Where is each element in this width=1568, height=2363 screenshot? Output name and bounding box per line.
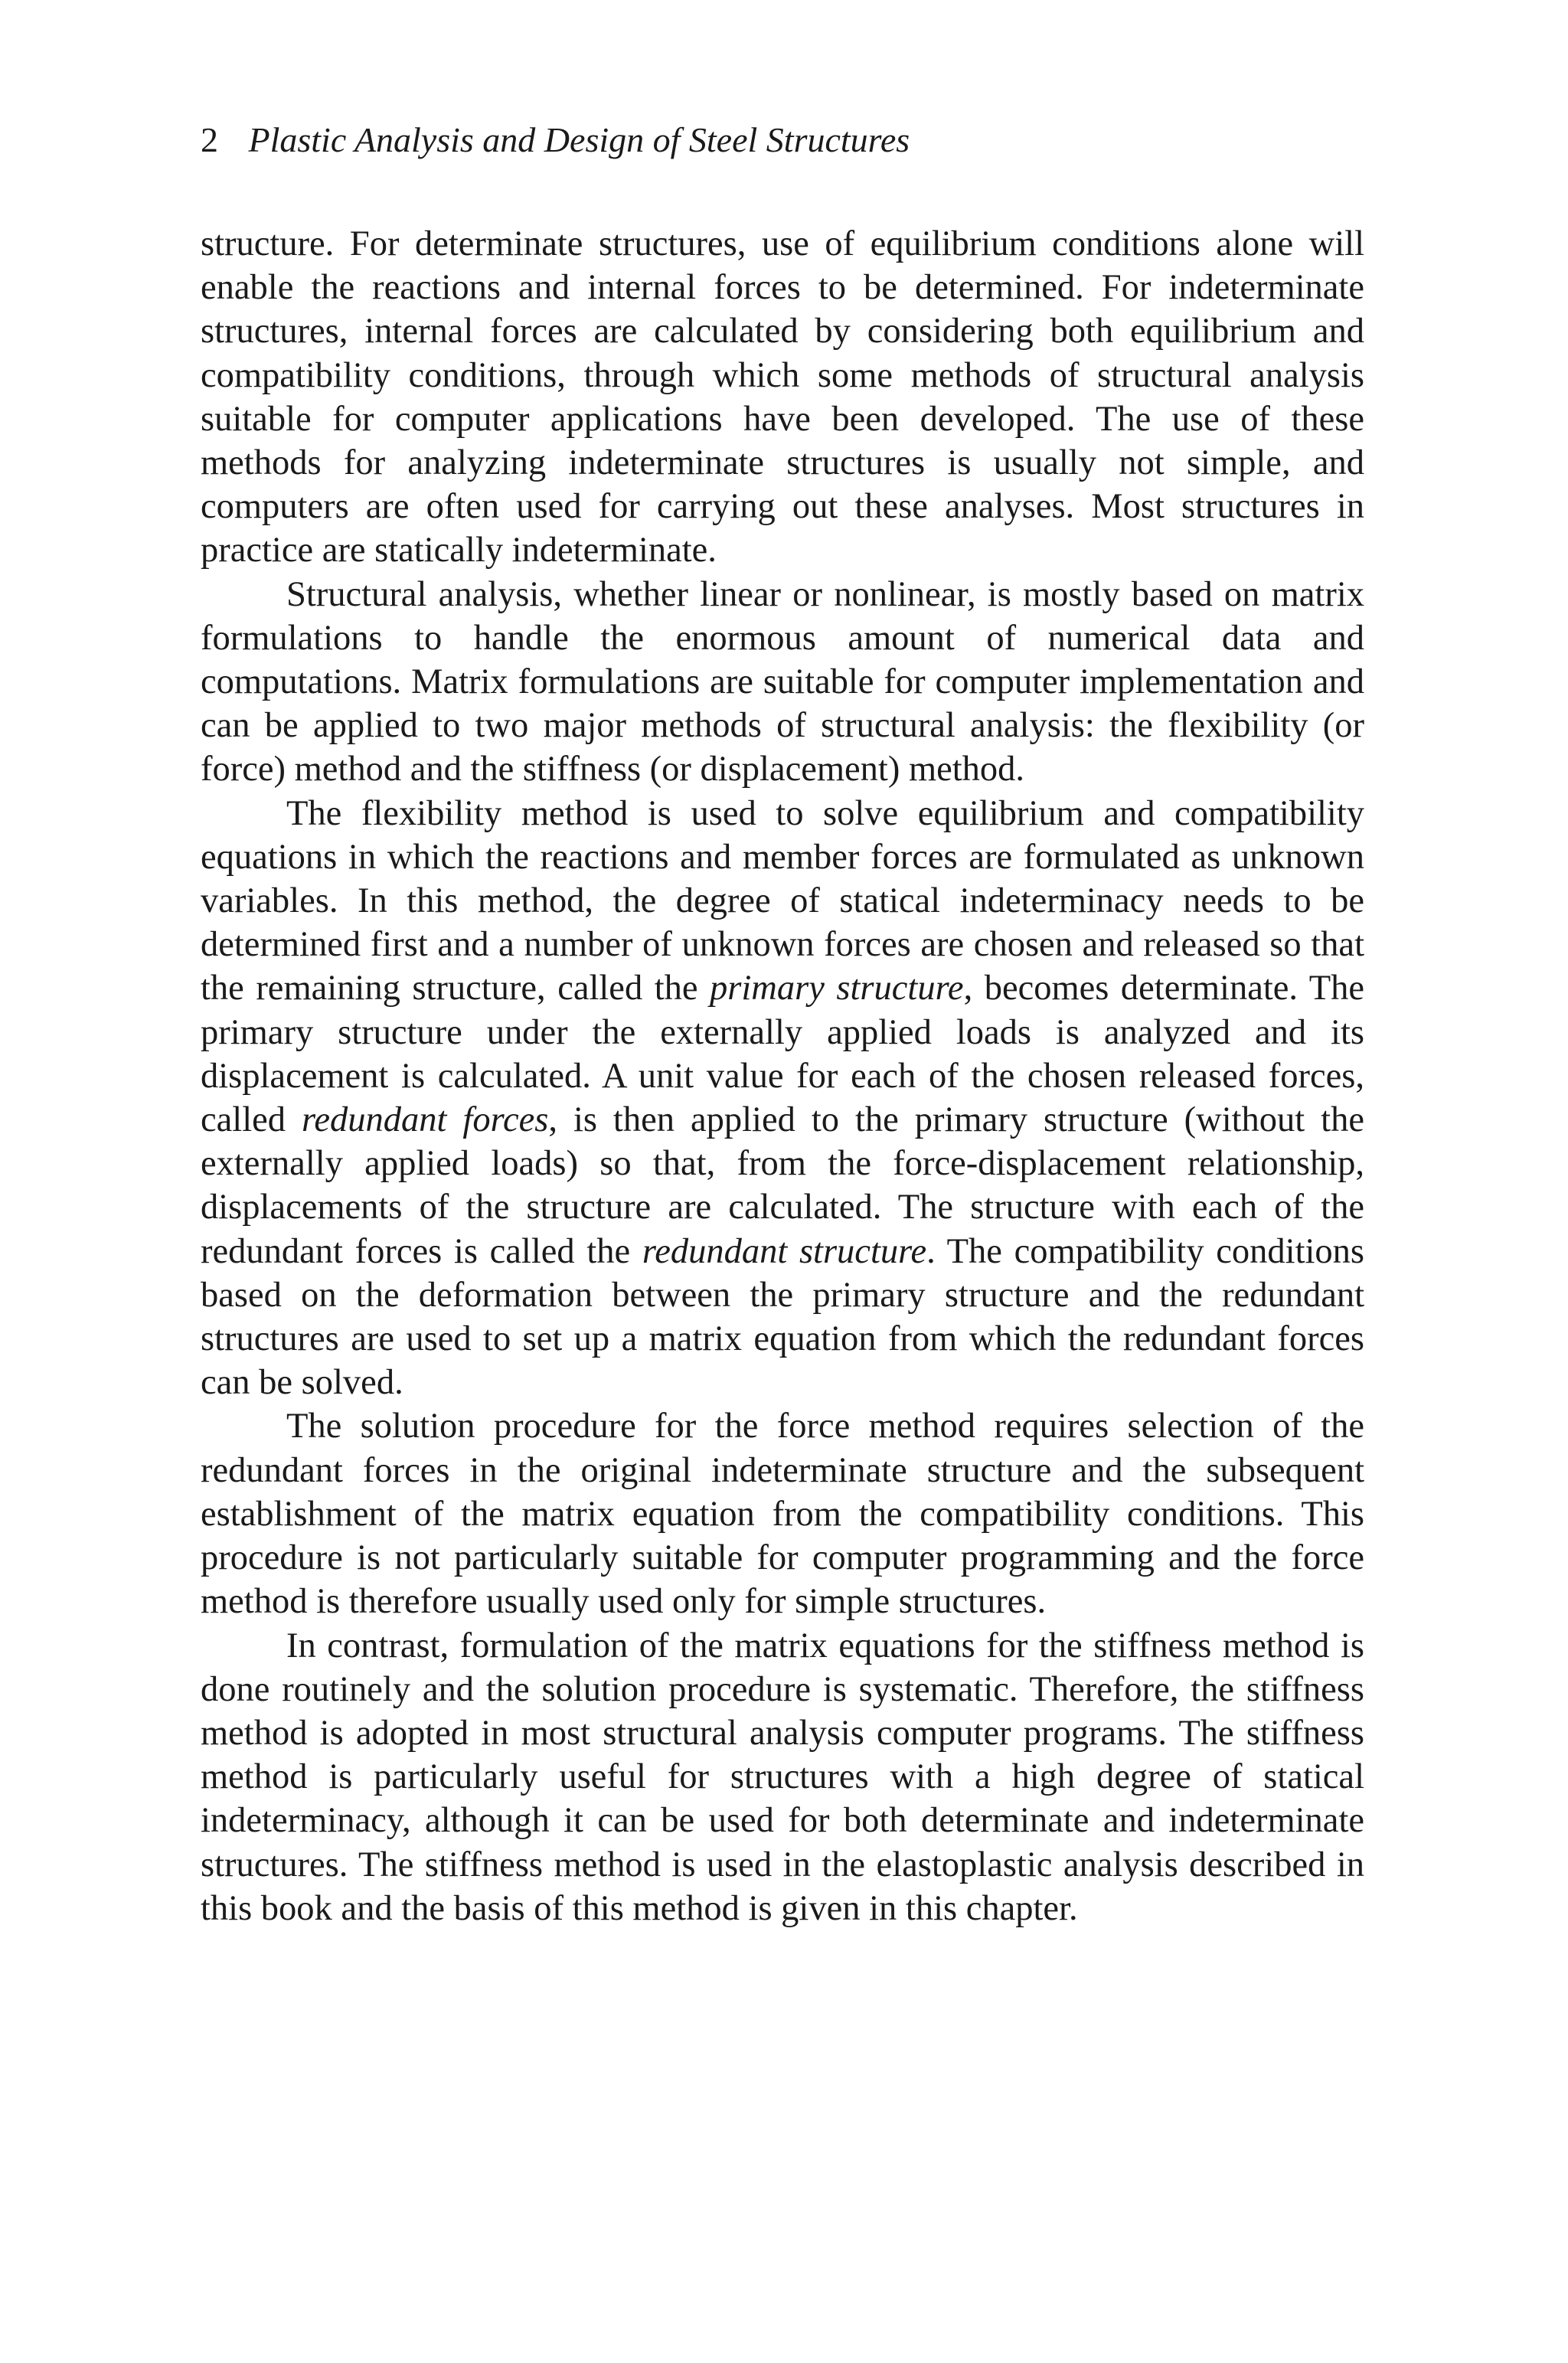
book-page xyxy=(201,115,1364,1930)
text-segment: , becomes determinate. The primary structure under the externally applied loads is analyzed and its displacement is calculated. A unit value for each of the chosen released forces, called xyxy=(201,969,1364,1140)
italic-term-redundant-forces: redundant forces xyxy=(302,1100,549,1140)
text-segment: In contrast, formulation of the matrix equations for the stiffness method is done routinely and the solution procedure is systematic. Therefore, the stiffness method is adopted in most structural analysis computer programs. The stiffness method is particularly useful for structures with a high degree of statical indeterminacy, although it can be used for both determinate and indeterminate structures. The stiffness method is used in the elastoplastic analysis described in this book and the basis of this method is given in this chapter. xyxy=(201,1626,1364,1928)
italic-term-redundant-structure: redundant structure xyxy=(642,1231,927,1271)
text-segment: The flexibility method is used to solve equilibrium and compatibility equations in which the reactions and member forces are formulated as unknown variables. In this method, the degree of statical indeterminacy needs to be determined first and a number of unknown forces are chosen and released so that the remaining structure, called the xyxy=(201,793,1364,1008)
page-number: 2 xyxy=(201,120,218,159)
paragraph-4 xyxy=(201,1404,1364,1623)
text-segment: , is then applied to the primary structure (without the externally applied loads) so that, from the force-displacement relationship, displacements of the structure are calculated. The structure with each of the redundant forces is called the xyxy=(201,1100,1364,1271)
text-segment: structure. For determinate structures, use of equilibrium conditions alone will enable the reactions and internal forces to be determined. For indeterminate structures, internal forces are calculated by considering both equilibrium and compatibility conditions, through which some methods of structural analysis suitable for computer applications have been developed. The use of these methods for analyzing indeterminate structures is usually not simple, and computers are often used for carrying out these analyses. Most structures in practice are statically indeterminate. xyxy=(201,224,1364,570)
italic-term-primary-structure: primary structure xyxy=(710,969,964,1008)
running-header xyxy=(201,115,1364,165)
book-title: Plastic Analysis and Design of Steel Structures xyxy=(248,120,910,159)
text-segment: . The compatibility conditions based on the deformation between the primary structure and the redundant structures are used to set up a matrix equation from which the redundant forces can be solved. xyxy=(201,1231,1365,1403)
text-segment: The solution procedure for the force method requires selection of the redundant forces in the original indeterminate structure and the subsequent establishment of the matrix equation from the compatibility conditions. This procedure is not particularly suitable for computer programming and the force method is therefore usually used only for simple structures. xyxy=(201,1407,1364,1622)
paragraph-1 xyxy=(201,222,1364,573)
paragraph-2 xyxy=(201,573,1364,792)
paragraph-5 xyxy=(201,1624,1364,1930)
body-text xyxy=(201,222,1364,1930)
paragraph-3 xyxy=(201,792,1364,1405)
text-segment: Structural analysis, whether linear or nonlinear, is mostly based on matrix formulations to handle the enormous amount of numerical data and computations. Matrix formulations are suitable for computer implementation and can be applied to two major methods of structural analysis: the flexibility (or force) method and the stiffness (or displacement) method. xyxy=(201,574,1364,789)
